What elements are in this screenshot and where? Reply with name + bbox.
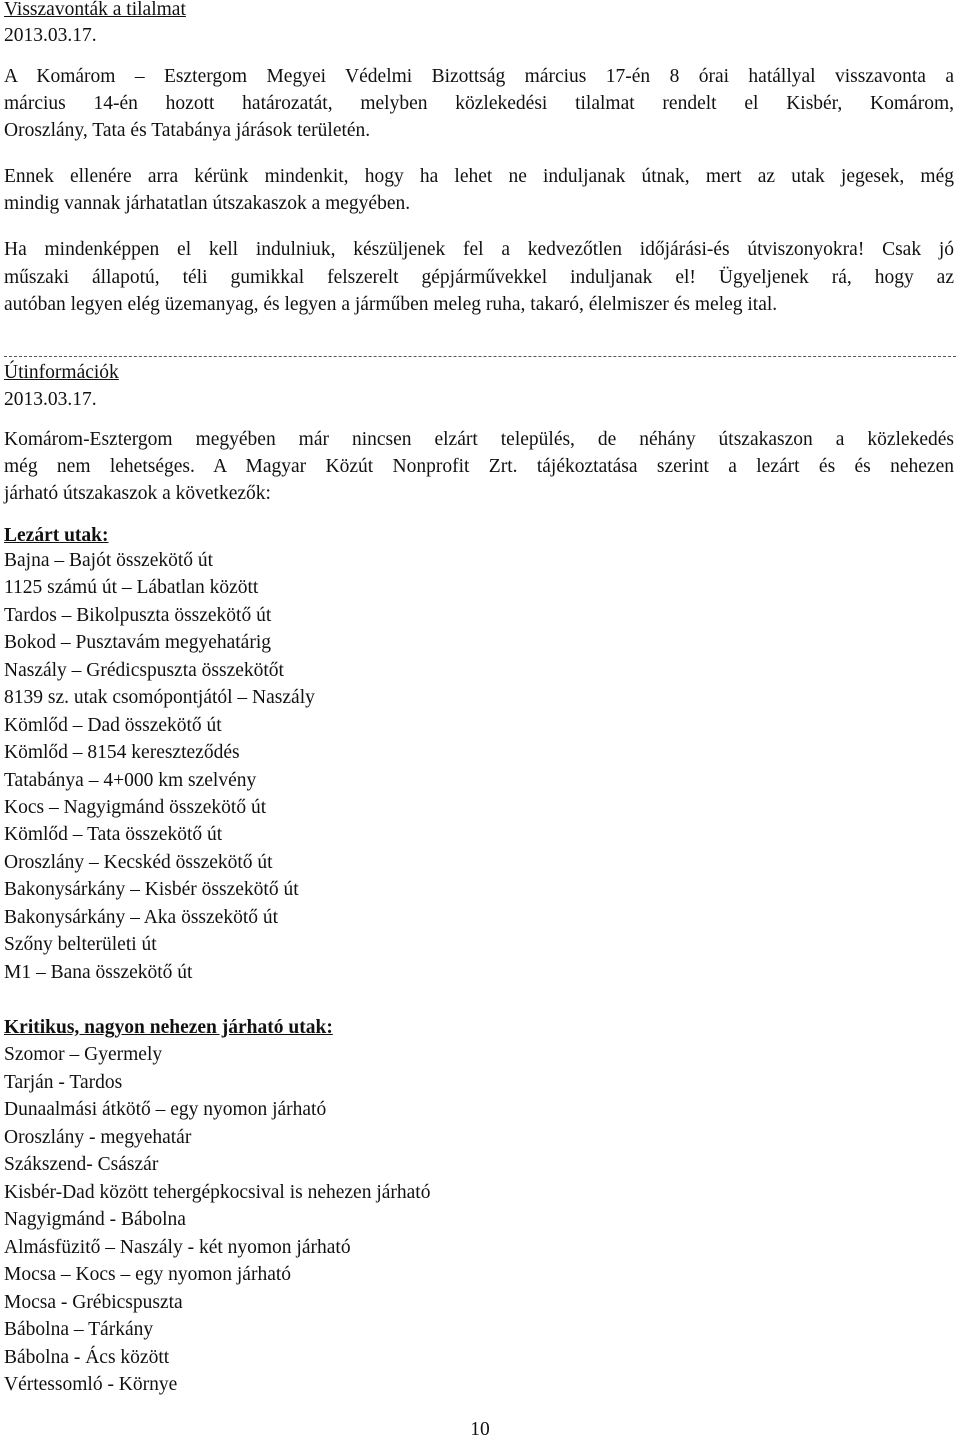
list-item: Oroszlány - megyehatár [4, 1127, 192, 1148]
paragraph-line: Ha mindenképpen el kell indulniuk, készüljenek fel a kedvezőtlen időjárási-és útviszonyokra! Csak jó [4, 239, 954, 260]
list-item: Nagyigmánd - Bábolna [4, 1209, 186, 1230]
list-item: 8139 sz. utak csomópontjától – Naszály [4, 687, 315, 708]
list-item: Mocsa – Kocs – egy nyomon járható [4, 1264, 292, 1285]
paragraph-line: A Komárom – Esztergom Megyei Védelmi Bizottság március 17-én 8 órai hatállyal visszavonta a [4, 66, 954, 87]
list-item: Szőny belterületi út [4, 934, 157, 955]
paragraph-line: műszaki állapotú, téli gumikkal felszerelt gépjárművekkel induljanak el! Ügyeljenek rá, hogy az [4, 267, 954, 288]
list-item: Dunaalmási átkötő – egy nyomon járható [4, 1099, 327, 1120]
list-item: Bakonysárkány – Aka összekötő út [4, 907, 279, 928]
critical-roads-heading: Kritikus, nagyon nehezen járható utak: [4, 1017, 333, 1038]
article-title-link[interactable]: Visszavonták a tilalmat [4, 0, 186, 20]
paragraph-line: Oroszlány, Tata és Tatabánya járások területén. [4, 120, 371, 141]
paragraph-line: autóban legyen elég üzemanyag, és legyen a járműben meleg ruha, takaró, élelmiszer és meleg ital. [4, 294, 778, 315]
list-item: Bábolna – Tárkány [4, 1319, 154, 1340]
list-item: Kömlőd – Tata összekötő út [4, 824, 223, 845]
list-item: M1 – Bana összekötő út [4, 962, 193, 983]
list-item: Bábolna - Ács között [4, 1347, 170, 1368]
list-item: Kisbér-Dad között tehergépkocsival is nehezen járható [4, 1182, 431, 1203]
list-item: Vértessomló - Környe [4, 1374, 178, 1395]
list-item: Tarján - Tardos [4, 1072, 123, 1093]
list-item: Kömlőd – 8154 kereszteződés [4, 742, 240, 763]
paragraph-line: március 14-én hozott határozatát, melyben közlekedési tilalmat rendelt el Kisbér, Komárom, [4, 93, 954, 114]
list-item: Tardos – Bikolpuszta összekötő út [4, 605, 272, 626]
list-item: Almásfüzitő – Naszály - két nyomon járható [4, 1237, 351, 1258]
list-item: Bajna – Bajót összekötő út [4, 550, 214, 571]
paragraph-line: Komárom-Esztergom megyében már nincsen elzárt település, de néhány útszakaszon a közlekedés [4, 429, 954, 450]
list-item: Mocsa - Grébicspuszta [4, 1292, 183, 1313]
paragraph-line: járható útszakaszok a következők: [4, 483, 271, 504]
paragraph-line: még nem lehetséges. A Magyar Közút Nonprofit Zrt. tájékoztatása szerint a lezárt és és nehezen [4, 456, 954, 477]
list-item: Szákszend- Császár [4, 1154, 159, 1175]
paragraph-line: Ennek ellenére arra kérünk mindenkit, hogy ha lehet ne induljanak útnak, mert az utak jegesek, még [4, 166, 954, 187]
list-item: Oroszlány – Kecskéd összekötő út [4, 852, 273, 873]
article-date: 2013.03.17. [4, 25, 97, 46]
paragraph-line: mindig vannak járhatatlan útszakaszok a megyében. [4, 193, 411, 214]
list-item: Naszály – Grédicspuszta összekötőt [4, 660, 284, 681]
list-item: 1125 számú út – Lábatlan között [4, 577, 259, 598]
closed-roads-heading: Lezárt utak: [4, 525, 109, 546]
list-item: Bokod – Pusztavám megyehatárig [4, 632, 271, 653]
list-item: Kocs – Nagyigmánd összekötő út [4, 797, 267, 818]
list-item: Tatabánya – 4+000 km szelvény [4, 770, 257, 791]
list-item: Kömlőd – Dad összekötő út [4, 715, 222, 736]
section-divider [4, 356, 956, 357]
list-item: Bakonysárkány – Kisbér összekötő út [4, 879, 299, 900]
page-number: 10 [470, 1419, 490, 1440]
list-item: Szomor – Gyermely [4, 1044, 163, 1065]
article-date: 2013.03.17. [4, 389, 97, 410]
article-title-link[interactable]: Útinformációk [4, 362, 119, 383]
